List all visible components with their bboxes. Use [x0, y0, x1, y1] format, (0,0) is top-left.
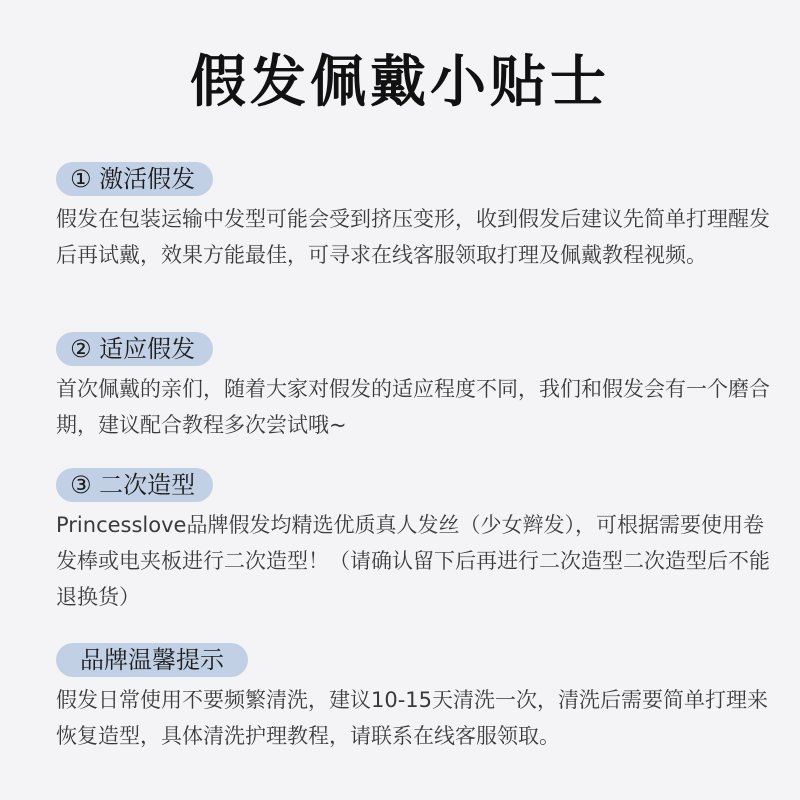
section-badge: ① 激活假发 — [56, 162, 213, 196]
section-badge: ③ 二次造型 — [56, 468, 213, 502]
section-badge: 品牌温馨提示 — [56, 643, 248, 677]
section-badge: ② 适应假发 — [56, 332, 213, 366]
section-text: 首次佩戴的亲们，随着大家对假发的适应程度不同，我们和假发会有一个磨合期，建议配合教程多次尝试哦~ — [56, 377, 770, 437]
section-restyle — [56, 468, 771, 615]
section-text: 假发在包装运输中发型可能会受到挤压变形，收到假发后建议先简单打理醒发后再试戴，效果方能最佳，可寻求在线客服领取打理及佩戴教程视频。 — [56, 207, 770, 267]
page-title: 假发佩戴小贴士 — [190, 50, 610, 115]
section-activate-wig — [56, 162, 771, 273]
section-text: Princesslove品牌假发均精选优质真人发丝（少女辫发），可根据需要使用卷发棒或电夹板进行二次造型！（请确认留下后再进行二次造型二次造型后不能退换货） — [56, 513, 770, 609]
section-brand-tips — [56, 643, 771, 754]
section-adapt-wig — [56, 332, 771, 443]
section-text: 假发日常使用不要频繁清洗，建议10-15天清洗一次，清洗后需要简单打理来恢复造型，具体清洗护理教程，请联系在线客服领取。 — [56, 688, 769, 748]
